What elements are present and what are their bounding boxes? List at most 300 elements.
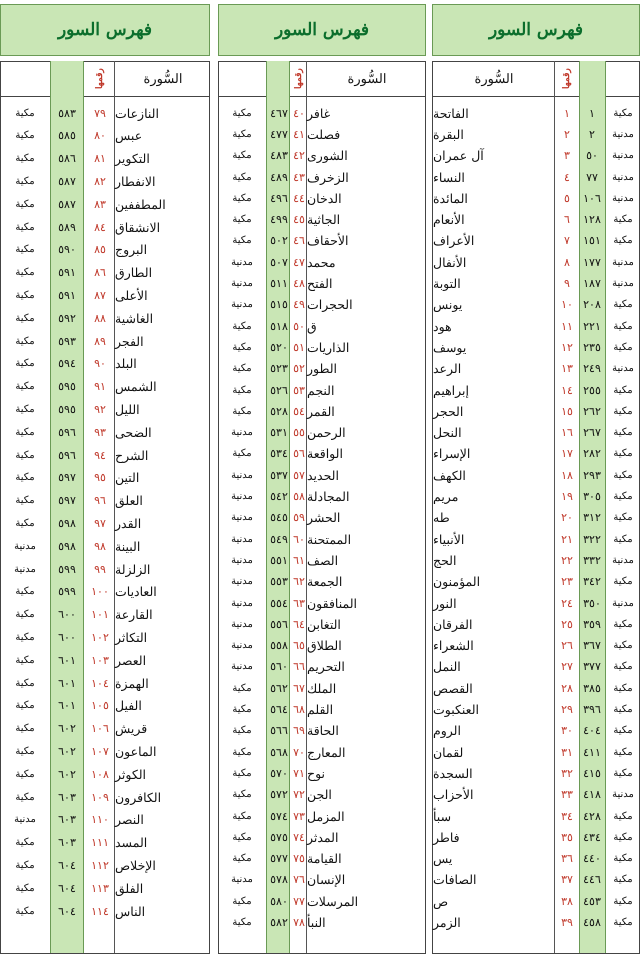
revelation-type: مكية <box>232 214 252 226</box>
revelation-type: مدنية <box>231 533 253 545</box>
surah-name: العنكبوت <box>433 702 479 718</box>
surah-number: ١٠٣ <box>91 653 109 667</box>
revelation-type: مكية <box>15 677 35 689</box>
surah-row <box>219 423 425 443</box>
surah-name: الحجرات <box>307 297 353 313</box>
surah-row <box>433 912 639 932</box>
surah-number: ١١٢ <box>91 859 109 873</box>
surah-number: ٨٥ <box>94 243 106 257</box>
revelation-type: مدنية <box>231 618 253 630</box>
surah-name: البقرة <box>433 126 464 142</box>
page-number: ٢٣٥ <box>583 340 601 354</box>
surah-row <box>219 444 425 464</box>
surah-name: التين <box>115 470 140 486</box>
revelation-type: مكية <box>613 107 633 119</box>
revelation-type: مكية <box>232 235 252 247</box>
surah-number: ٣١ <box>561 745 573 759</box>
surah-row <box>219 849 425 869</box>
surah-row <box>219 359 425 379</box>
surah-name: الطارق <box>115 265 153 281</box>
page-number: ٥٩٩ <box>58 562 76 576</box>
surah-name: هود <box>433 318 452 334</box>
surah-row <box>219 401 425 421</box>
page-number: ٦٠٣ <box>58 790 76 804</box>
panel-title: فهرس السور <box>274 20 370 40</box>
page-number: ٥٦٠ <box>270 660 288 674</box>
page-number: ٥٩٣ <box>58 334 76 348</box>
revelation-type: مدنية <box>612 789 634 801</box>
column-header <box>432 61 640 97</box>
page-number: ٥٤٩ <box>270 532 288 546</box>
surah-row <box>433 124 639 144</box>
surah-number: ٥١ <box>293 340 305 354</box>
page-number: ٣٨٥ <box>583 681 601 695</box>
surah-row <box>433 891 639 911</box>
page-number: ٦٠١ <box>58 653 76 667</box>
page-number: ٥٩٦ <box>58 425 76 439</box>
surah-number: ١٠٦ <box>91 722 109 736</box>
revelation-type: مكية <box>15 654 35 666</box>
surah-name: الحج <box>433 552 457 568</box>
surah-number: ٧٠ <box>293 745 305 759</box>
surah-row <box>433 529 639 549</box>
surah-number: ٣٦ <box>561 852 573 866</box>
surah-row <box>433 699 639 719</box>
surah-number: ٦ <box>564 213 570 227</box>
surah-name: إبراهيم <box>433 382 470 398</box>
revelation-type: مكية <box>15 632 35 644</box>
page-number: ٦٠٤ <box>58 904 76 918</box>
surah-number: ٤٦ <box>293 234 305 248</box>
surah-number: ٦٥ <box>293 639 305 653</box>
surah-name: الإنسان <box>307 872 346 888</box>
revelation-type: مكية <box>613 384 633 396</box>
surah-name: الرعد <box>433 361 462 377</box>
surah-row <box>1 377 209 397</box>
page-number: ٥٧٠ <box>270 766 288 780</box>
surah-name: الدخان <box>307 190 342 206</box>
surah-number: ٣ <box>564 149 570 163</box>
surah-name: الروم <box>433 723 461 739</box>
surah-name: النساء <box>433 169 465 185</box>
revelation-type: مكية <box>232 917 252 929</box>
surah-row <box>219 167 425 187</box>
surah-number: ٥٧ <box>293 468 305 482</box>
revelation-type: مكية <box>15 746 35 758</box>
surah-row <box>433 337 639 357</box>
revelation-type: مكية <box>15 244 35 256</box>
surah-name: الكافرون <box>115 789 162 805</box>
surah-number: ٣٣ <box>561 788 573 802</box>
page-number: ٢ <box>589 127 595 141</box>
revelation-type: مكية <box>15 107 35 119</box>
surah-row <box>219 785 425 805</box>
surah-name: القدر <box>115 516 142 532</box>
col-surah-name: السُّورة <box>474 71 514 87</box>
page-number: ٤١١ <box>583 745 601 759</box>
surah-name: الشورى <box>307 148 348 164</box>
surah-name: التحريم <box>307 659 345 675</box>
page-number: ٤٨٣ <box>270 149 288 163</box>
surah-name: الفجر <box>115 333 144 349</box>
panel-header <box>218 4 426 56</box>
surah-number: ٣٧ <box>561 873 573 887</box>
page-number: ٣٢٢ <box>583 532 601 546</box>
surah-number: ٤١ <box>293 127 305 141</box>
surah-row <box>219 380 425 400</box>
revelation-type: مدنية <box>231 512 253 524</box>
revelation-type: مكية <box>613 661 633 673</box>
revelation-type: مدنية <box>612 192 634 204</box>
surah-name: مريم <box>433 489 459 505</box>
surah-row <box>433 359 639 379</box>
surah-name: الجاثية <box>307 212 341 228</box>
surah-row <box>433 614 639 634</box>
surah-number: ١٠١ <box>91 608 109 622</box>
surah-number: ٧ <box>564 234 570 248</box>
revelation-type: مدنية <box>231 554 253 566</box>
page-number: ١٢٨ <box>583 213 601 227</box>
surah-row <box>219 210 425 230</box>
revelation-type: مدنية <box>612 554 634 566</box>
revelation-type: مكية <box>15 495 35 507</box>
surah-number: ١٠٩ <box>91 790 109 804</box>
surah-name: الطلاق <box>307 638 342 654</box>
page-number: ٤٦٧ <box>270 106 288 120</box>
page-number: ٤٨٩ <box>270 170 288 184</box>
surah-name: النجم <box>307 382 335 398</box>
revelation-type: مكية <box>232 128 252 140</box>
panel-header <box>432 4 640 56</box>
revelation-type: مكية <box>232 320 252 332</box>
revelation-type: مكية <box>232 171 252 183</box>
surah-number: ٢٩ <box>561 703 573 717</box>
revelation-type: مكية <box>232 789 252 801</box>
surah-number: ٩٠ <box>94 357 106 371</box>
surah-name: القلم <box>307 702 334 718</box>
surah-name: المائدة <box>433 190 468 206</box>
page-number: ٥٩١ <box>58 289 76 303</box>
surah-row <box>1 491 209 511</box>
page-number: ٦٠١ <box>58 676 76 690</box>
surah-name: الأنفال <box>433 254 467 270</box>
page-number: ٦٠٣ <box>58 836 76 850</box>
surah-name: التغابن <box>307 616 341 632</box>
revelation-type: مكية <box>232 341 252 353</box>
surah-name: الماعون <box>115 744 157 760</box>
surah-name: الإخلاص <box>115 858 156 874</box>
surah-number: ٥٩ <box>293 511 305 525</box>
page-number: ٥٨٢ <box>270 916 288 930</box>
surah-row <box>219 146 425 166</box>
surah-row <box>219 337 425 357</box>
revelation-type: مكية <box>613 810 633 822</box>
surah-name: نوح <box>307 765 326 781</box>
page-number: ٣١٢ <box>583 511 601 525</box>
surah-row <box>433 252 639 272</box>
surah-name: الضحى <box>115 424 152 440</box>
page-number: ١٨٧ <box>583 277 601 291</box>
surah-row <box>219 721 425 741</box>
surah-number: ١٨ <box>561 468 573 482</box>
revelation-type: مكية <box>15 290 35 302</box>
page-number: ٥٥١ <box>270 553 288 567</box>
revelation-type: مدنية <box>231 597 253 609</box>
page-number: ٤٤٠ <box>583 852 601 866</box>
revelation-type: مكية <box>15 198 35 210</box>
page-number: ٥٩٢ <box>58 311 76 325</box>
surah-number: ٥٤ <box>293 404 305 418</box>
revelation-type: مكية <box>232 704 252 716</box>
surah-number: ٩١ <box>94 380 106 394</box>
surah-row <box>219 316 425 336</box>
surah-row <box>433 465 639 485</box>
revelation-type: مكية <box>15 381 35 393</box>
surah-row <box>219 699 425 719</box>
surah-name: السجدة <box>433 765 473 781</box>
revelation-type: مكية <box>613 512 633 524</box>
surah-name: الزلزلة <box>115 561 151 577</box>
revelation-type: مكية <box>15 176 35 188</box>
page-number: ٦٠٢ <box>58 767 76 781</box>
surah-number: ١٠٠ <box>91 585 109 599</box>
revelation-type: مكية <box>613 448 633 460</box>
page-number: ٥٥٨ <box>270 639 288 653</box>
page-number: ٥٩٥ <box>58 380 76 394</box>
surah-row <box>1 719 209 739</box>
surah-number: ٢٢ <box>561 553 573 567</box>
surah-number: ٤٥ <box>293 213 305 227</box>
surah-name: فاطر <box>433 829 460 845</box>
surah-name: الحاقة <box>307 723 339 739</box>
page-number: ٥٧٥ <box>270 830 288 844</box>
surah-row <box>1 149 209 169</box>
surah-name: المجادلة <box>307 489 350 505</box>
surah-name: آل عمران <box>433 148 484 164</box>
surah-row <box>433 316 639 336</box>
page-number: ٥١١ <box>270 277 288 291</box>
surah-number: ٦٤ <box>293 617 305 631</box>
revelation-type: مكية <box>613 533 633 545</box>
rows-container <box>218 97 426 954</box>
surah-name: العلق <box>115 493 143 509</box>
page-number: ٦٠٤ <box>58 881 76 895</box>
revelation-type: مكية <box>15 267 35 279</box>
page-number: ٥٩٧ <box>58 471 76 485</box>
surah-row <box>1 126 209 146</box>
surah-row <box>433 636 639 656</box>
page-number: ٣٧٧ <box>583 660 601 674</box>
surah-number: ٥٢ <box>293 362 305 376</box>
surah-row <box>1 399 209 419</box>
surah-row <box>433 593 639 613</box>
surah-row <box>219 912 425 932</box>
surah-row <box>219 742 425 762</box>
page-number: ٥٩٦ <box>58 448 76 462</box>
revelation-type: مكية <box>613 767 633 779</box>
surah-row <box>1 787 209 807</box>
surah-row <box>433 721 639 741</box>
surah-row <box>219 188 425 208</box>
revelation-type: مكية <box>15 700 35 712</box>
surah-name: النور <box>433 595 457 611</box>
surah-row <box>219 657 425 677</box>
surah-name: الزمر <box>433 915 461 931</box>
surah-name: البينة <box>115 538 141 554</box>
surah-name: الأحزاب <box>433 787 474 803</box>
surah-row <box>219 891 425 911</box>
revelation-type: مكية <box>613 874 633 886</box>
surah-row <box>433 231 639 251</box>
surah-row <box>433 146 639 166</box>
revelation-type: مدنية <box>231 278 253 290</box>
surah-name: البروج <box>115 242 148 258</box>
surah-number: ٩ <box>564 277 570 291</box>
surah-row <box>1 354 209 374</box>
surah-number: ٧٣ <box>293 809 305 823</box>
surah-row <box>1 468 209 488</box>
surah-row <box>433 188 639 208</box>
surah-row <box>1 536 209 556</box>
surah-number: ٤٨ <box>293 277 305 291</box>
surah-number: ٧٤ <box>293 830 305 844</box>
surah-row <box>219 124 425 144</box>
surah-row <box>433 295 639 315</box>
surah-number: ٧١ <box>293 766 305 780</box>
surah-number: ٢٠ <box>561 511 573 525</box>
surah-number: ٧٧ <box>293 894 305 908</box>
rows-container <box>432 97 640 954</box>
surah-row <box>433 785 639 805</box>
revelation-type: مدنية <box>231 256 253 268</box>
surah-number: ١٠٨ <box>91 767 109 781</box>
page-number: ١٥١ <box>583 234 601 248</box>
surah-number: ٨٤ <box>94 220 106 234</box>
revelation-type: مكية <box>613 895 633 907</box>
rows-container <box>0 97 210 954</box>
surah-row <box>219 231 425 251</box>
revelation-type: مكية <box>15 768 35 780</box>
index-panel-middle <box>218 4 426 954</box>
page-number: ٥٨٦ <box>58 152 76 166</box>
surah-number: ١١٣ <box>91 881 109 895</box>
surah-number: ٤٧ <box>293 255 305 269</box>
revelation-type: مكية <box>232 831 252 843</box>
page-number: ٥٨٧ <box>58 197 76 211</box>
surah-number: ٤٩ <box>293 298 305 312</box>
surah-number: ٧٨ <box>293 916 305 930</box>
surah-name: النحل <box>433 425 462 441</box>
revelation-type: مكية <box>15 130 35 142</box>
surah-number: ٥٠ <box>293 319 305 333</box>
page-number: ٢٢١ <box>583 319 601 333</box>
surah-row <box>433 742 639 762</box>
surah-name: الحديد <box>307 467 339 483</box>
col-surah-number: رقمها <box>562 68 572 90</box>
surah-number: ٥٣ <box>293 383 305 397</box>
surah-number: ٣٢ <box>561 766 573 780</box>
surah-row <box>219 614 425 634</box>
surah-name: الانفطار <box>115 174 156 190</box>
surah-row <box>219 827 425 847</box>
surah-number: ٨٨ <box>94 311 106 325</box>
revelation-type: مكية <box>232 853 252 865</box>
surah-number: ٩٧ <box>94 517 106 531</box>
page-number: ٥٩٩ <box>58 585 76 599</box>
surah-number: ٤٤ <box>293 191 305 205</box>
surah-number: ٤٢ <box>293 149 305 163</box>
revelation-type: مكية <box>15 449 35 461</box>
surah-number: ٨٦ <box>94 266 106 280</box>
surah-row <box>433 423 639 443</box>
revelation-type: مدنية <box>612 150 634 162</box>
surah-name: الفيل <box>115 698 142 714</box>
surah-name: الناس <box>115 903 146 919</box>
page-number: ٥٩٧ <box>58 494 76 508</box>
surah-name: القارعة <box>115 607 153 623</box>
revelation-type: مدنية <box>231 640 253 652</box>
surah-number: ١١ <box>561 319 573 333</box>
surah-name: النبأ <box>307 915 326 931</box>
surah-number: ٨٢ <box>94 175 106 189</box>
page-number: ٣٩٦ <box>583 703 601 717</box>
surah-row <box>1 171 209 191</box>
surah-number: ٢١ <box>561 532 573 546</box>
surah-row <box>1 673 209 693</box>
surah-row <box>433 401 639 421</box>
surah-row <box>219 550 425 570</box>
surah-row <box>1 194 209 214</box>
page-number: ٥٢٨ <box>270 404 288 418</box>
page-number: ٥٥٤ <box>270 596 288 610</box>
revelation-type: مكية <box>613 704 633 716</box>
surah-row <box>433 444 639 464</box>
surah-number: ١٠٢ <box>91 631 109 645</box>
surah-row <box>433 486 639 506</box>
column-header <box>0 61 210 97</box>
surah-name: المزمل <box>307 808 345 824</box>
revelation-type: مكية <box>613 831 633 843</box>
surah-name: الإسراء <box>433 446 471 462</box>
page-number: ٤٣٤ <box>583 830 601 844</box>
revelation-type: مكية <box>613 491 633 503</box>
revelation-type: مدنية <box>231 576 253 588</box>
page-number: ٣٦٧ <box>583 639 601 653</box>
page-number: ٥٨٣ <box>58 106 76 120</box>
revelation-type: مكية <box>613 746 633 758</box>
surah-name: النصر <box>115 812 144 828</box>
page-number: ٥٣٧ <box>270 468 288 482</box>
page-number: ٣٤٢ <box>583 575 601 589</box>
surah-row <box>219 486 425 506</box>
panel-header <box>0 4 210 56</box>
surah-number: ١٠٤ <box>91 676 109 690</box>
surah-name: الجن <box>307 787 332 803</box>
revelation-type: مكية <box>232 405 252 417</box>
surah-name: الممتحنة <box>307 531 352 547</box>
revelation-type: مدنية <box>231 427 253 439</box>
revelation-type: مكية <box>15 586 35 598</box>
revelation-type: مكية <box>232 725 252 737</box>
page-number: ٥٥٣ <box>270 575 288 589</box>
page-number: ٥١٥ <box>270 298 288 312</box>
surah-number: ٥٥ <box>293 426 305 440</box>
revelation-type: مكية <box>613 299 633 311</box>
page-number: ٥٧٢ <box>270 788 288 802</box>
surah-row <box>433 273 639 293</box>
page-number: ٥٢٠ <box>270 340 288 354</box>
surah-row <box>433 806 639 826</box>
